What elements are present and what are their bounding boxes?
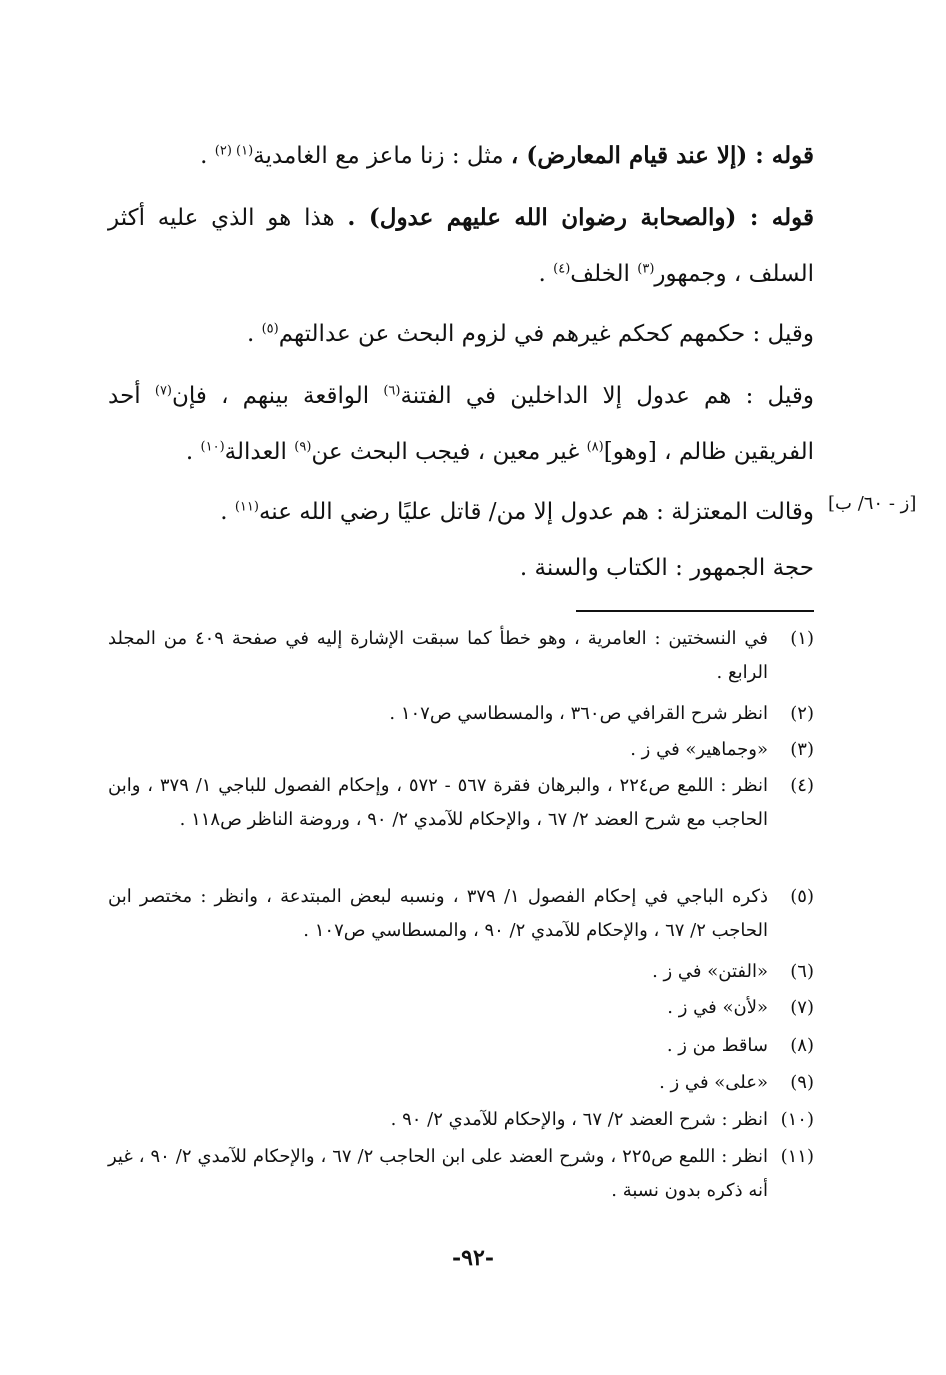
footnote-8 bbox=[108, 1029, 814, 1063]
footnote-ref: (٦) bbox=[383, 383, 401, 399]
footnote-number: (١١) bbox=[780, 1146, 814, 1167]
footnote-number: (١٠) bbox=[780, 1109, 814, 1130]
paragraph-text: غير معين ، فيجب البحث عن bbox=[311, 439, 587, 465]
paragraph-text: مثل : زنا ماعز مع الغامدية bbox=[253, 143, 511, 169]
footnote-text: «لأن» في ز . bbox=[667, 997, 768, 1018]
footnote-ref: (٣) bbox=[637, 261, 655, 277]
footnote-ref: (٧) bbox=[154, 383, 172, 399]
paragraph-4 bbox=[108, 368, 814, 480]
paragraph-text: أحد الفريقين ظالم ، [وهو] bbox=[108, 383, 814, 465]
footnote-ref: (٥) bbox=[261, 321, 279, 337]
paragraph-text: حجة الجمهور : الكتاب والسنة . bbox=[519, 555, 814, 581]
punctuation: . bbox=[185, 439, 201, 465]
footnote-6 bbox=[108, 955, 814, 989]
footnote-number: (٣) bbox=[790, 739, 814, 760]
paragraph-1 bbox=[108, 128, 814, 184]
footnote-ref: (١) (٢) bbox=[214, 143, 254, 159]
footnote-number: (٨) bbox=[790, 1035, 814, 1056]
footnote-text: انظر : اللمع ص٢٢٥ ، وشرح العضد على ابن الحاجب ٢/ ٦٧ ، والإحكام للآمدي ٢/ ٩٠ ، غير أنه ذكره بدون نسبة . bbox=[108, 1146, 769, 1201]
paragraph-text: وقالت المعتزلة : هم عدول إلا من/ قاتل عليًا رضي الله عنه bbox=[258, 499, 814, 525]
footnote-text: في النسختين : العامرية ، وهو خطأ كما سبقت الإشارة إليه في صفحة ٤٠٩ من المجلد الرابع . bbox=[108, 628, 768, 683]
paragraph-6 bbox=[108, 540, 814, 596]
footnote-10 bbox=[108, 1103, 814, 1137]
footnote-2 bbox=[108, 697, 814, 731]
footnote-text: انظر شرح القرافي ص٣٦٠ ، والمسطاسي ص١٠٧ . bbox=[389, 703, 768, 724]
footnote-number: (٦) bbox=[790, 961, 814, 982]
paragraph-3 bbox=[108, 306, 814, 362]
footnote-text: «الفتن» في ز . bbox=[652, 961, 768, 982]
footnote-separator bbox=[576, 610, 814, 612]
footnote-text: انظر : شرح العضد ٢/ ٦٧ ، والإحكام للآمدي ٢/ ٩٠ . bbox=[390, 1109, 768, 1130]
footnote-ref: (٨) bbox=[586, 439, 604, 455]
paragraph-2 bbox=[108, 190, 814, 302]
paragraph-text: وقيل : حكمهم كحكم غيرهم في لزوم البحث عن عدالتهم bbox=[278, 321, 814, 347]
footnote-text: ذكره الباجي في إحكام الفصول ١/ ٣٧٩ ، ونسبه لبعض المبتدعة ، وانظر : مختصر ابن الحاجب ٢/ ٦٧ ، والإحكام للآمدي ٢/ ٩٠ ، والمسطاسي ص١٠٧ . bbox=[108, 886, 768, 941]
paragraph-text: الخلف bbox=[570, 261, 638, 287]
punctuation: . bbox=[200, 143, 215, 169]
footnote-text: «على» في ز . bbox=[659, 1072, 768, 1093]
footnote-ref: (٩) bbox=[294, 439, 312, 455]
manuscript-folio-ref: [ز - ٦٠/ ب] bbox=[828, 493, 917, 514]
footnote-ref: (١١) bbox=[234, 499, 259, 515]
footnote-number: (٤) bbox=[790, 775, 814, 796]
paragraph-text: وقيل : هم عدول إلا الداخلين في الفتنة bbox=[400, 383, 815, 409]
footnote-text: انظر : اللمع ص٢٢٤ ، والبرهان فقرة ٥٦٧ - ٥٧٢ ، وإحكام الفصول للباجي ١/ ٣٧٩ ، وابن الحاجب مع شرح العضد ٢/ ٦٧ ، والإحكام للآمدي ٢/ ٩٠ ، وروضة الناظر ص١١٨ . bbox=[108, 775, 768, 830]
footnote-1 bbox=[108, 622, 814, 690]
footnote-text: ساقط من ز . bbox=[666, 1035, 768, 1056]
paragraph-text: هذا هو الذي عليه أكثر السلف ، وجمهور bbox=[108, 205, 814, 287]
quote-heading: قوله : (إلا عند قيام المعارض) ، bbox=[510, 142, 814, 169]
footnote-4 bbox=[108, 769, 814, 837]
footnote-number: (١) bbox=[790, 628, 814, 649]
footnote-number: (٥) bbox=[790, 886, 814, 907]
footnote-3 bbox=[108, 733, 814, 767]
footnote-11 bbox=[108, 1140, 814, 1208]
punctuation: . bbox=[220, 499, 235, 525]
footnote-number: (٢) bbox=[790, 703, 814, 724]
footnote-text: «وجماهير» في ز . bbox=[630, 739, 768, 760]
footnote-number: (٩) bbox=[790, 1072, 814, 1093]
punctuation: . bbox=[246, 321, 262, 347]
paragraph-5 bbox=[108, 484, 814, 540]
punctuation: . bbox=[538, 261, 554, 287]
footnote-number: (٧) bbox=[790, 997, 814, 1018]
page-number: -٩٢- bbox=[452, 1245, 494, 1271]
footnote-5 bbox=[108, 880, 814, 948]
footnote-ref: (١٠) bbox=[200, 439, 225, 455]
footnote-ref: (٤) bbox=[553, 261, 571, 277]
paragraph-text: الواقعة بينهم ، فإن bbox=[172, 383, 384, 409]
footnote-7 bbox=[108, 991, 814, 1025]
quote-heading: قوله : (والصحابة رضوان الله عليهم عدول) . bbox=[347, 204, 814, 231]
paragraph-text: العدالة bbox=[224, 439, 295, 465]
footnote-9 bbox=[108, 1066, 814, 1100]
